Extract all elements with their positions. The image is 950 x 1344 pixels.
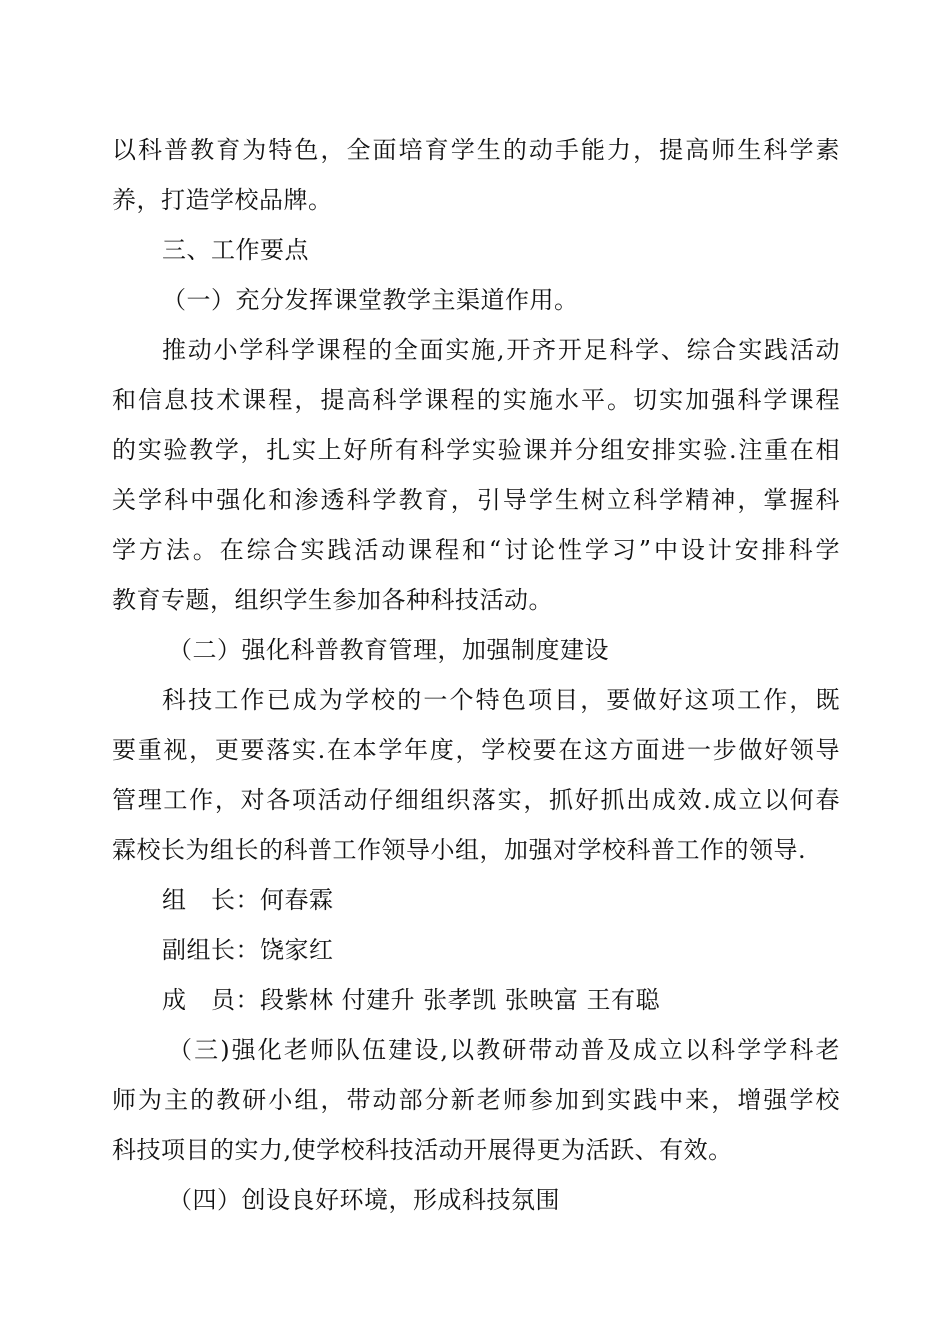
para2-line-1: 科技工作已成为学校的一个特色项目，要做好这项工作，既 [162, 686, 840, 714]
section-heading-3: 三、工作要点 [162, 236, 309, 264]
body-line-1: 以科普教育为特色，全面培育学生的动手能力，提高师生科学素 [112, 136, 840, 164]
para2-line-2: 要重视，更要落实.在本学年度，学校要在这方面进一步做好领导 [112, 736, 840, 764]
body-line-2: 养，打造学校品牌。 [112, 186, 333, 214]
para1-line-6: 教育专题，组织学生参加各种科技活动。 [112, 586, 553, 614]
para3-line-3: 科技项目的实力,使学校科技活动开展得更为活跃、有效。 [112, 1136, 733, 1164]
deputy-leader-line: 副组长：饶家红 [162, 936, 334, 964]
para3-line-1: （三)强化老师队伍建设,以教研带动普及成立以科学学科老 [168, 1036, 840, 1064]
para2-line-3: 管理工作，对各项活动仔细组织落实，抓好抓出成效.成立以何春 [112, 786, 840, 814]
subheading-4: （四）创设良好环境，形成科技氛围 [168, 1186, 560, 1214]
para1-line-2: 和信息技术课程，提高科学课程的实施水平。切实加强科学课程 [112, 386, 840, 414]
para1-line-1: 推动小学科学课程的全面实施,开齐开足科学、综合实践活动 [162, 336, 840, 364]
para2-line-4: 霖校长为组长的科普工作领导小组，加强对学校科普工作的领导. [112, 836, 807, 864]
para1-line-5: 学方法。在综合实践活动课程和“讨论性学习”中设计安排科学 [112, 536, 840, 564]
leader-line: 组 长：何春霖 [162, 886, 334, 914]
subheading-2: （二）强化科普教育管理，加强制度建设 [168, 636, 609, 664]
subheading-1: （一）充分发挥课堂教学主渠道作用。 [162, 286, 579, 314]
para1-line-3: 的实验教学，扎实上好所有科学实验课并分组安排实验.注重在相 [112, 436, 840, 464]
para3-line-2: 师为主的教研小组，带动部分新老师参加到实践中来，增强学校 [112, 1086, 840, 1114]
members-line: 成 员：段紫林 付建升 张孝凯 张映富 王有聪 [162, 986, 661, 1014]
para1-line-4: 关学科中强化和渗透科学教育，引导学生树立科学精神，掌握科 [112, 486, 840, 514]
